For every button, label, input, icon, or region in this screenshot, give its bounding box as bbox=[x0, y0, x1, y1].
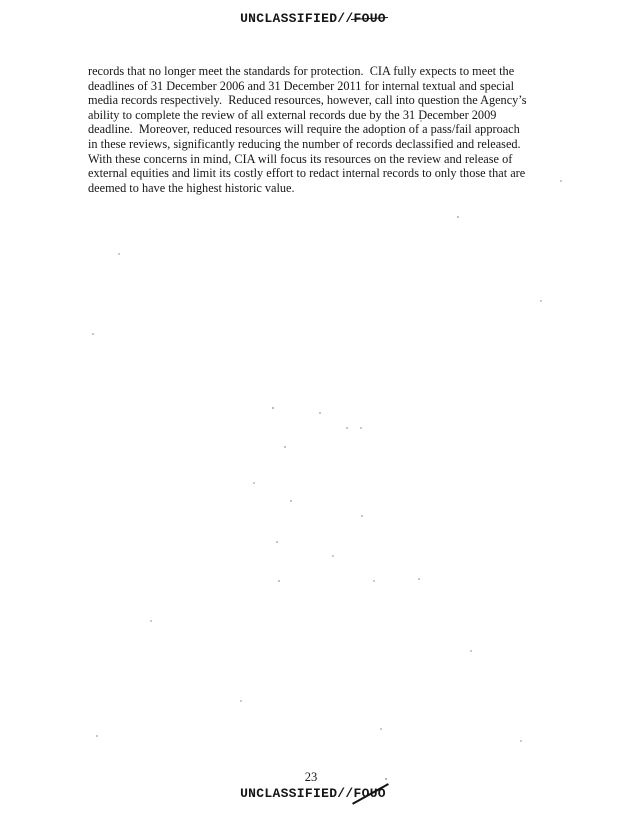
paragraph-line: records that no longer meet the standards for protection. CIA fully expects to meet the bbox=[88, 64, 515, 78]
header-classification-banner bbox=[0, 11, 640, 26]
header-fouo-struck-marking: FOUO bbox=[353, 11, 386, 26]
footer bbox=[0, 771, 640, 801]
paragraph-line: ability to complete the review of all external records due by the 31 December 2009 bbox=[88, 107, 497, 122]
paragraph-line: media records respectively. Reduced resources, however, call into question the Agency’s bbox=[88, 93, 527, 108]
scan-noise bbox=[0, 0, 2, 2]
footer-classification-banner bbox=[0, 786, 640, 801]
footer-classification-text: UNCLASSIFIED// bbox=[240, 786, 354, 801]
body-paragraph bbox=[88, 64, 568, 195]
paragraph-line: external equities and limit its costly effort to redact internal records to only those that are bbox=[88, 166, 526, 181]
paragraph-line: deemed to have the highest historic value. bbox=[88, 180, 295, 195]
page-number: 23 bbox=[304, 770, 318, 784]
paragraph-line: With these concerns in mind, CIA will focus its resources on the review and release of bbox=[88, 151, 513, 166]
footer-fouo-struck-marking: FOUO bbox=[353, 786, 386, 801]
paragraph-line: in these reviews, significantly reducing the number of records declassified and released. bbox=[88, 136, 521, 151]
paragraph-line: deadline. Moreover, reduced resources will require the adoption of a pass/fail approach bbox=[88, 122, 520, 137]
header-classification-text: UNCLASSIFIED// bbox=[240, 11, 354, 26]
paragraph-line: deadlines of 31 December 2006 and 31 December 2011 for internal textual and special bbox=[88, 78, 515, 93]
